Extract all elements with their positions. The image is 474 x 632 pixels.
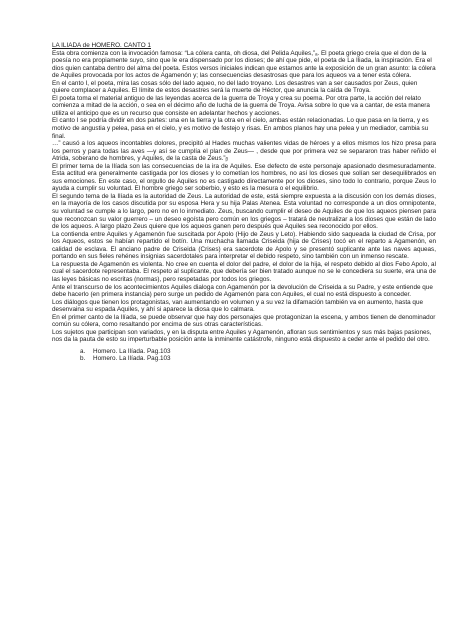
paragraph-respuesta: La respuesta de Agamenón es violenta. No cree en cuenta el dolor del padre, el dolor de la hija, el respeto debido al dios Febo Apolo, al cual el sacerdote representaba. El respeto al suplicante, que debería ser bien tratado aunque no se le concediera su suerte, era una de las leyes básicas no escritas (normas), pero respetadas por todos los griegos. [52,260,436,283]
paragraph-transcurso: Ante el transcurso de los acontecimientos Aquiles dialoga con Agamenón por la devolución de Criseida a su Padre, y este entiende que debe hacerlo (en primera instancia) pero surge un pedido de Agamenón para con Aquiles, el cual no está dispuesto a conceder. [52,283,433,299]
paragraph-second-theme: El segundo tema de la Ilíada es la autoridad de Zeus. La autoridad de este, está siempre expuesta a la discusión con los demás dioses, en la mayoría de los casos discutida por su esposa Hera y su hija Palas Atenea. Esta voluntad no corresponde a un dios omnipotente, su voluntad se cumple a lo largo, pero no en lo inmediato. Zeus, buscando cumplir el deseo de Aquiles de que los aqueos piensen para que reconozcan su valor guerrero – un deseo egoísta pero común en los griegos – tratará de neutralizar a los dioses que están de lado de los aqueos. A largo plazo Zeus quiere que los aqueos ganen pero después que Aquiles sea reconocido por ellos. [52,192,436,231]
footnote-mark: a. [80,347,86,355]
paragraph-material: El poeta toma el material antiguo de las leyendas acerca de la guerra de Troya y crea su poema. Por otra parte, la acción del relato comienza a mitad de la acción, o sea en el décimo año de lucha de la guerra de Troya. Avisa sobre lo que va a cantar, de esta manera utiliza el anticipo que es un recurso que consiste en adelantar hechos y acciones. [52,94,430,117]
document-body [52,42,436,363]
paragraph-two-parts: El canto I se podría dividir en dos partes: una en la tierra y la otra en el cielo, ambas están relacionadas. Lo que pasa en la tierra, y es motivo de angustia y pelea, pasa en el cielo, y es motivo de festejo y risas. En ambos planos hay una pelea y un mediador, cambia su final. [52,117,429,140]
paragraph-primer-canto: En el primer canto de la Ilíada, se puede observar que hay dos personajes que protagonizan la escena, y ambos tienen de denominador común su cólera, como resaltando por encima de sus otras características. [52,313,436,329]
footnote-item [80,355,436,363]
paragraph-invocation: Esta obra comienza con la invocación famosa: “La cólera canta, oh diosa, del Pelida Aquiles,”ₐ. El poeta griego creía que el don de la poesía no era propiamente suyo, sino que le era dispensado por los dioses; de ahí que pide, el poeta de La Iliada, la inspiración. Era el dios quien cantaba dentro del alma del poeta. Estos versos iniciales indican que estamos ante la exposición de un gran asunto: la cólera de Aquiles provocada por los actos de Agamenón y; las consecuencias desastrosas que para los aqueos va a tener esta cólera. [52,49,436,80]
footnote-list [52,348,436,363]
paragraph-contienda: La contienda entre Aquiles y Agamenón fue suscitada por Apolo (Hijo de Zeus y Leto). Habiendo sido saqueada la ciudad de Crisa, por los Aqueos, estos se habían repartido el botín. Una muchacha llamada Criseida (hija de Crises) tocó en el reparto a Agamenón, en calidad de esclava. El anciano padre de Criseida (Crises) era sacerdote de Apolo y se presentó suplicante ante las naves aqueas, portando en sus fieles rehénes insignias sacerdotales para interpretar el debido respeto, sino también con un inmenso rescate. [52,230,436,261]
paragraph-dialogos: Los diálogos que tienen los protagonistas, van aumentando en volumen y a su vez la difamación también va en aumento, hasta que desenvaina su espada Aquiles, y ahí si aparece la diosa que lo calmara. [52,298,423,314]
footnote-text: Homero. La Ilíada. Pag.103 [93,347,171,355]
paragraph-sujetos: Los sujetos que participan son variados, y en la disputa entre Aquiles y Agamenón, afloran sus sentimientos y sus más bajas pasiones, nos da la pauta de esto su imperturbable posición ante la inminente catástrofe, ninguno está dispuesto a ceder ante el pedido del otro. [52,328,432,344]
paragraph-first-theme: El primer tema de la Ilíada son las consecuencias de la ira de Aquiles. Ese defecto de este personaje apasionado desmesuradamente. Esta actitud era generalmente castigada por los dioses y lo cometían los hombres, no así los dioses que solían ser desequilibrados en sus emociones. En este caso, el orgullo de Aquiles no es castigado directamente por los dioses, sino todo lo contrario, porque Zeus lo ayuda a cumplir su voluntad. El hombre griego ser soberbio, y esto es la mesura o el equilibrio. [52,162,436,193]
paragraph-canto-one: En el canto I, el poeta, mira las cosas sólo del lado aqueo, no del lado troyano. Los desastres van a ser causados por Zeus, quien quiere complacer a Aquiles. El límite de estos desastres será la muerte de Héctor, que anuncia la caída de Troya. [52,79,418,95]
footnote-mark: b. [80,355,86,363]
document-title: LA ILIADA de HOMERO. CANTO 1 [52,42,151,49]
footnote-item [80,348,436,356]
footnote-text: Homero. La Ilíada. Pag.103 [93,355,171,363]
paragraph-quote: …” causó a los aqueos incontables dolores, precipitó al Hades muchas valientes vidas de héroes y a ellos mismos los hizo presa para los perros y para todas las aves —y así se cumplía el plan de Zeus— , desde que por primera vez se separaron tras haber reñido el Atrida, soberano de hombres, y Aquiles, de la casta de Zeus.”ᵦ [52,140,436,163]
